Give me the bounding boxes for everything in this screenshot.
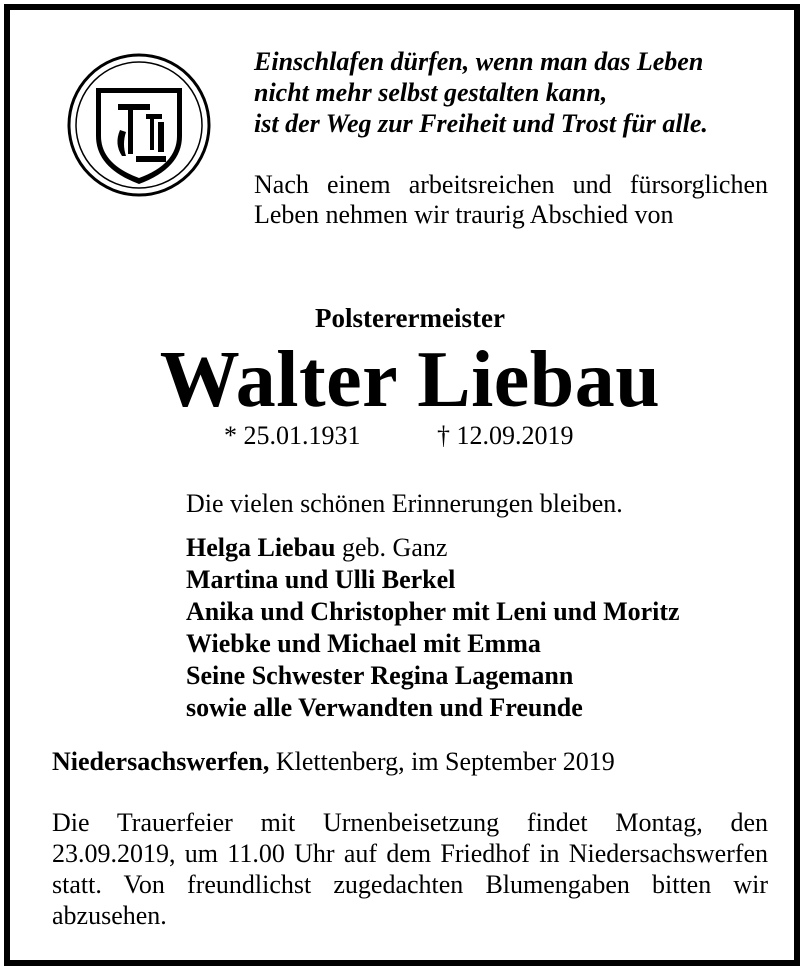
poem-line: Einschlafen dürfen, wenn man das Leben <box>254 47 704 76</box>
mourner-line: Anika und Christopher mit Leni und Moritz <box>186 597 680 626</box>
place-date-line <box>52 746 615 778</box>
service-notice: Die Trauerfeier mit Urnenbeisetzung findet Montag, den 23.09.2019, um 11.00 Uhr auf dem Friedhof in Niedersachswerfen statt. Von freundlichst zugedachten Blumengaben bitten wir abzusehen. <box>52 808 768 930</box>
mourner-line <box>186 532 786 564</box>
mourner-name: Helga Liebau <box>186 533 336 562</box>
mourner-line: Wiebke und Michael mit Emma <box>186 629 541 658</box>
memory-line: Die vielen schönen Erinnerungen bleiben. <box>186 489 623 518</box>
mourner-line: Martina und Ulli Berkel <box>186 565 456 594</box>
upholsterer-guild-emblem-icon <box>66 52 212 198</box>
mourner-line: Seine Schwester Regina Lagemann <box>186 661 574 690</box>
birth-date: * 25.01.1931 <box>224 421 361 450</box>
place-name: Niedersachswerfen, <box>52 747 270 776</box>
poem-line: ist der Weg zur Freiheit und Trost für alle. <box>254 109 708 138</box>
death-date: † 12.09.2019 <box>437 421 574 450</box>
poem <box>254 46 774 139</box>
deceased-name: Walter Liebau <box>159 336 661 424</box>
place-date: Klettenberg, im September 2019 <box>269 747 615 776</box>
deceased-title: Polsterermeister <box>315 303 505 333</box>
mourner-maiden-name: geb. Ganz <box>335 533 448 562</box>
mourners-list <box>186 532 786 724</box>
mourner-line: sowie alle Verwandten und Freunde <box>186 693 583 722</box>
poem-line: nicht mehr selbst gestalten kann, <box>254 78 608 107</box>
obituary-notice <box>4 4 800 966</box>
intro-text: Nach einem arbeitsreichen und fürsorglichen Leben nehmen wir traurig Abschied von <box>254 170 768 229</box>
